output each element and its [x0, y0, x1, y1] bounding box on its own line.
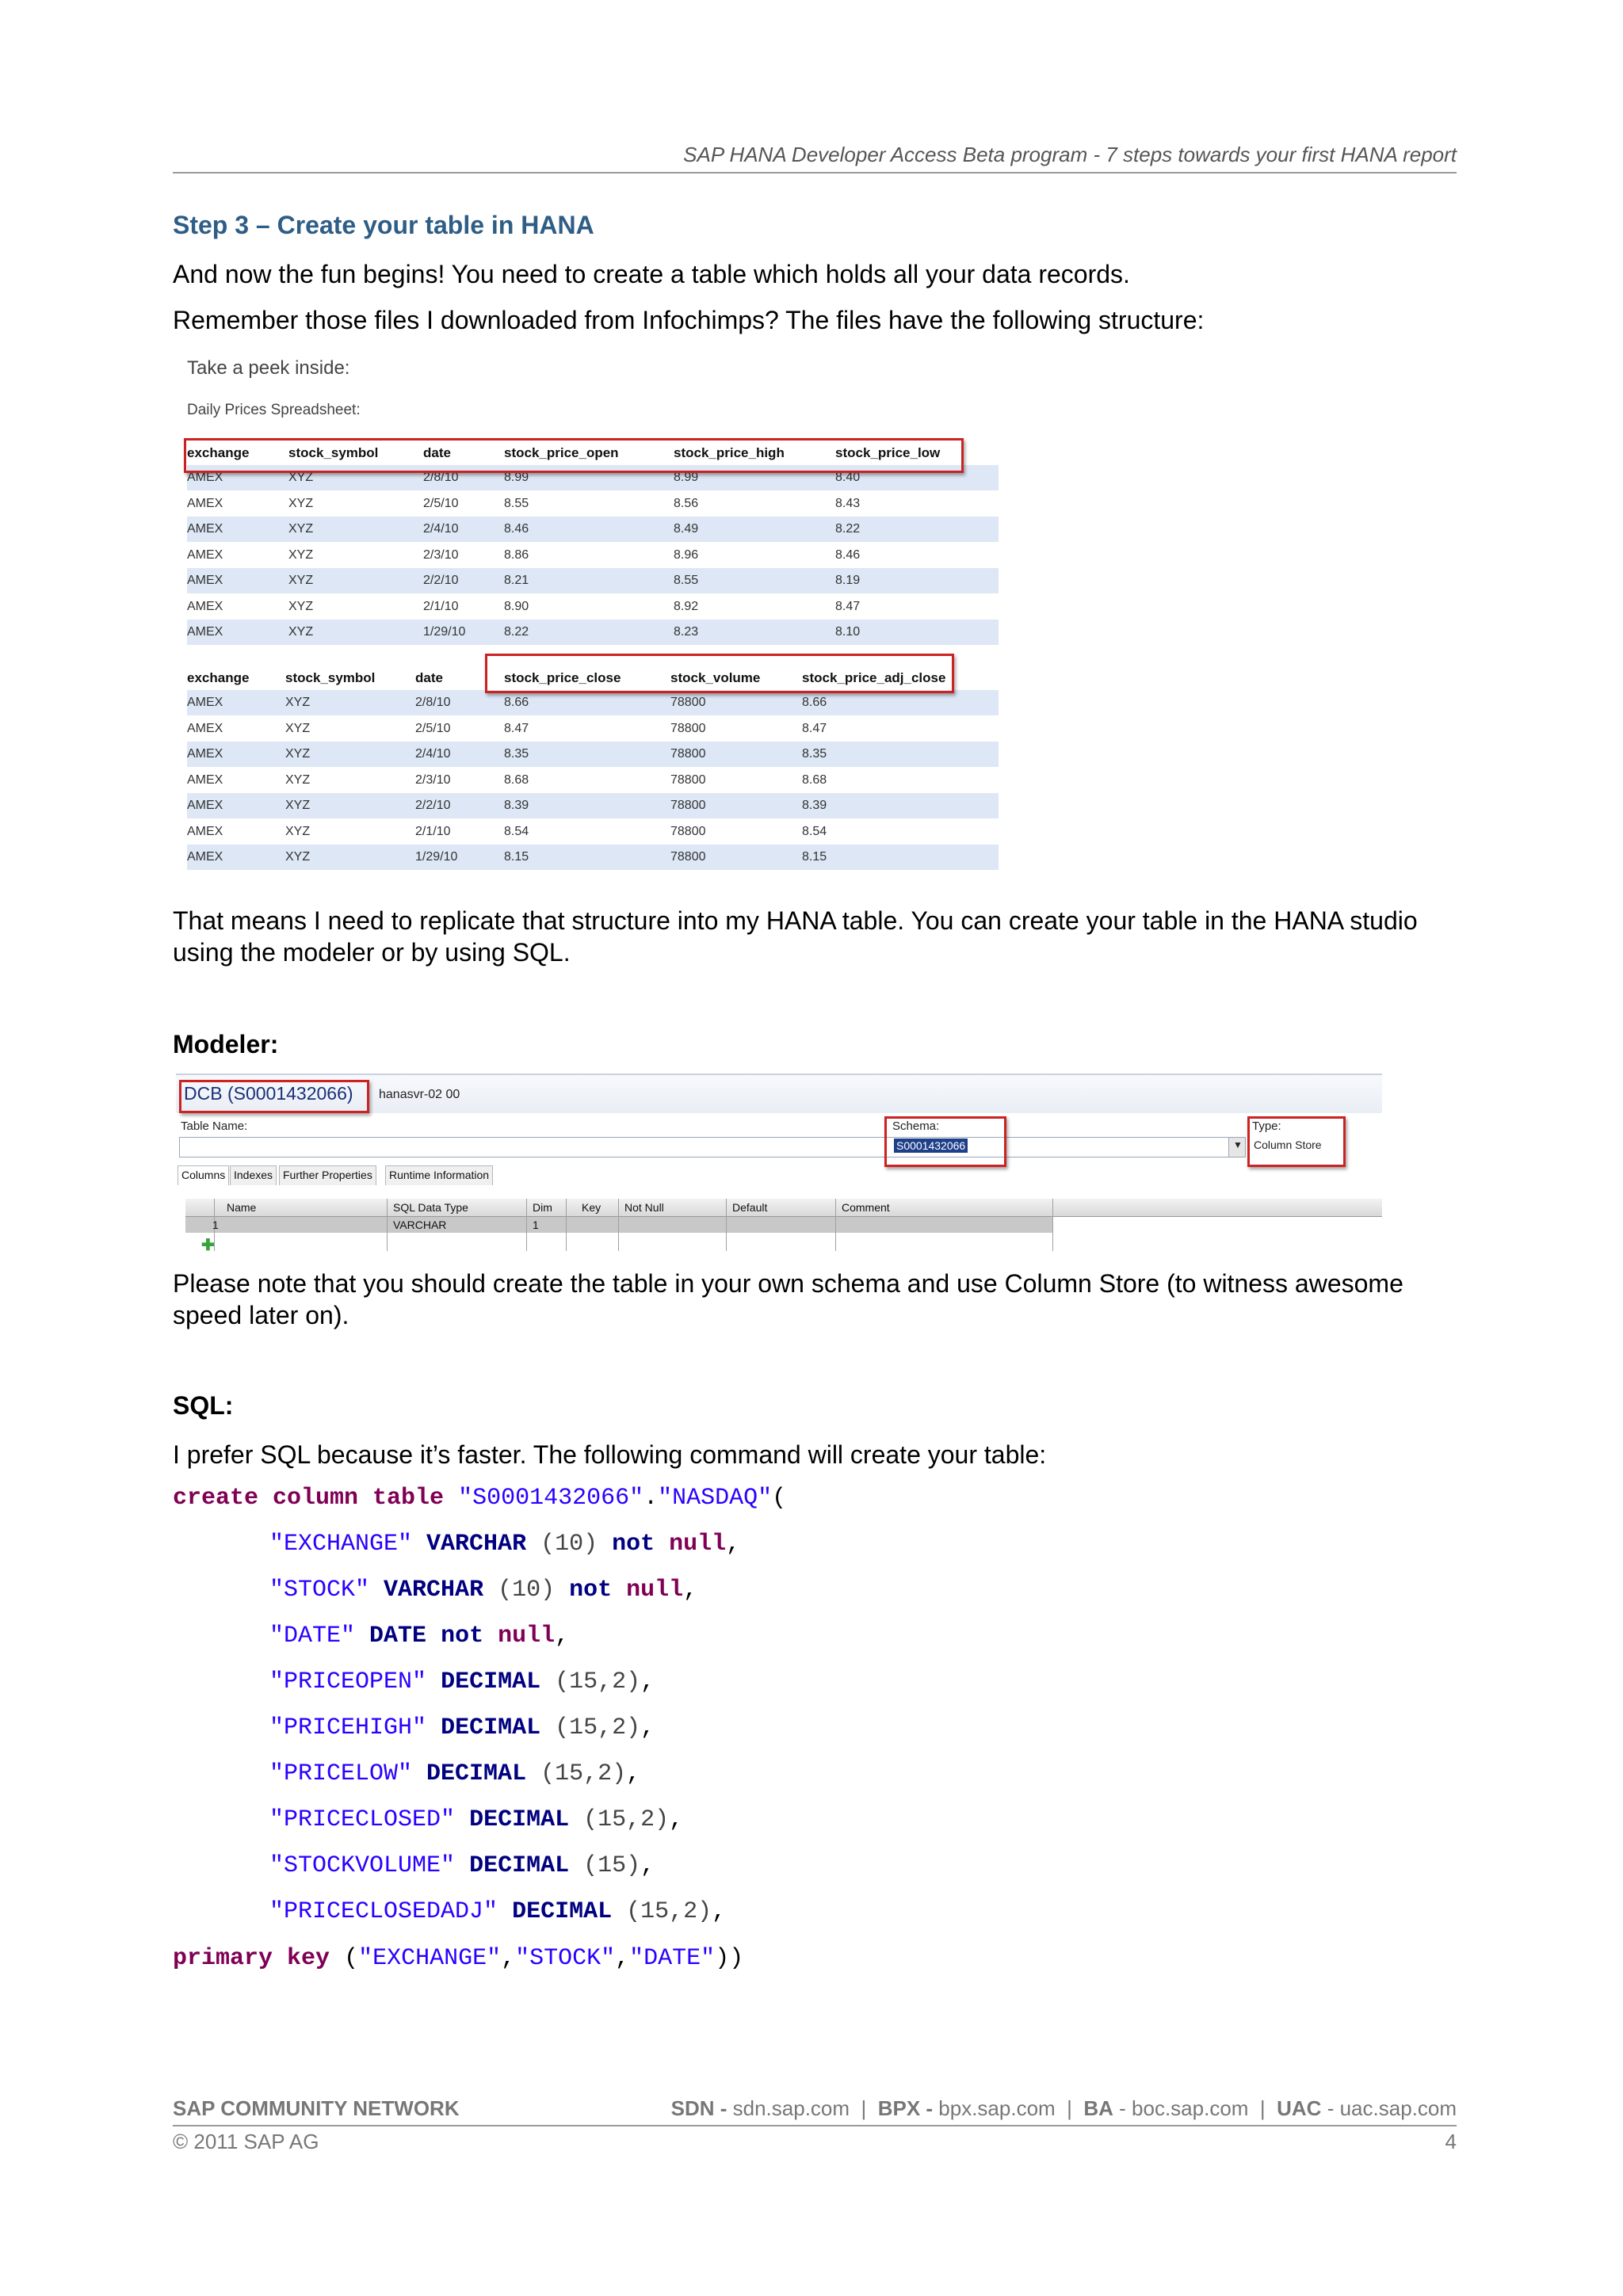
schema-label: Schema: [892, 1119, 940, 1133]
grid-header-default: Default [732, 1201, 768, 1214]
table-cell: 8.40 [835, 471, 861, 484]
table-cell: XYZ [288, 471, 314, 484]
table-cell: 2/3/10 [415, 772, 451, 787]
table-cell: 8.46 [835, 547, 861, 562]
table-row [187, 690, 999, 715]
table-cell: 78800 [670, 747, 706, 761]
table-row [187, 819, 999, 845]
tab-runtime-information[interactable]: Runtime Information [385, 1165, 493, 1185]
table-cell: 8.54 [802, 824, 827, 838]
table-cell: 78800 [670, 850, 706, 864]
sql-column-line: "PRICECLOSED" DECIMAL (15,2), [269, 1806, 684, 1833]
table-row [187, 742, 999, 767]
table-cell: AMEX [187, 599, 223, 613]
table-cell: AMEX [187, 471, 223, 484]
ba-link[interactable]: - boc.sap.com [1119, 2096, 1249, 2120]
sql-column-line: "STOCKVOLUME" DECIMAL (15), [269, 1852, 655, 1879]
grid-header-key: Key [582, 1201, 601, 1214]
table-cell: AMEX [187, 824, 223, 838]
table-cell: 2/8/10 [415, 696, 451, 709]
table-cell: XYZ [285, 799, 311, 812]
highlight-box-schema [884, 1116, 1006, 1167]
table-cell: AMEX [187, 696, 223, 709]
modeler-screenshot [176, 1074, 1382, 1254]
table-cell: 2/2/10 [423, 574, 459, 587]
grid-header-sql-data-type: SQL Data Type [393, 1201, 468, 1214]
highlight-box-header-2 [485, 654, 954, 693]
table-cell: 2/5/10 [423, 496, 459, 510]
table-cell: 8.21 [504, 574, 529, 587]
table-cell: 8.35 [504, 747, 529, 761]
column-header: stock_price_low [835, 445, 941, 460]
peek-caption: Take a peek inside: [187, 357, 350, 379]
table-row [187, 768, 999, 793]
table-row [187, 594, 999, 620]
table-cell: 78800 [670, 824, 706, 838]
table-cell: XYZ [288, 574, 314, 587]
table-cell: 8.35 [802, 747, 827, 761]
footer-bottom [173, 2130, 1457, 2154]
grid-header [185, 1199, 1382, 1217]
chevron-down-icon: ▼ [1233, 1139, 1243, 1150]
sdn-link[interactable]: sdn.sap.com [732, 2096, 850, 2120]
column-header: stock_volume [670, 670, 761, 685]
tab-indexes[interactable]: Indexes [230, 1165, 277, 1185]
table-cell: 8.47 [504, 721, 529, 735]
spreadsheet-caption: Daily Prices Spreadsheet: [187, 402, 361, 418]
infochimps-screenshot [182, 353, 999, 875]
sql-column-line: "DATE" DATE not null, [269, 1623, 570, 1650]
table-name-input[interactable] [179, 1137, 1232, 1158]
grid-header-name: Name [227, 1201, 257, 1214]
table-cell: 8.23 [674, 625, 699, 639]
grid-row[interactable] [185, 1217, 1053, 1233]
table-cell: 8.22 [835, 522, 861, 536]
table-cell: 8.55 [674, 574, 699, 587]
table-row [187, 620, 999, 645]
table-cell: XYZ [288, 522, 314, 536]
editor-title: DCB (S0001432066) [184, 1083, 353, 1104]
paragraph-sql-intro: I prefer SQL because it’s faster. The following command will create your table: [173, 1440, 1047, 1469]
table-cell: 8.86 [504, 547, 529, 562]
grid-header-comment: Comment [842, 1201, 890, 1214]
tab-columns[interactable]: Columns [178, 1165, 229, 1185]
table-cell: AMEX [187, 721, 223, 735]
table-cell: 1/29/10 [423, 625, 466, 639]
column-header: date [415, 670, 443, 685]
table-cell: XYZ [288, 547, 314, 562]
table-cell: 8.66 [504, 696, 529, 709]
tab-further-properties[interactable]: Further Properties [279, 1165, 376, 1185]
heading-modeler: Modeler: [173, 1030, 279, 1058]
footer-sites: SDN - sdn.sap.com | BPX - bpx.sap.com | BA - boc.sap.com | UAC - uac.sap.com [670, 2096, 1457, 2120]
page-number: 4 [1445, 2130, 1457, 2153]
table-cell: 78800 [670, 721, 706, 735]
table-cell: 2/5/10 [415, 721, 451, 735]
table-cell: 8.46 [504, 522, 529, 536]
table-cell: AMEX [187, 799, 223, 812]
table-cell: XYZ [285, 747, 311, 761]
table-cell: 8.92 [674, 599, 699, 613]
highlight-box-header-1 [184, 438, 964, 473]
running-header: SAP HANA Developer Access Beta program - 7 steps towards your first HANA report [173, 143, 1457, 174]
table-cell: 8.47 [802, 721, 827, 735]
table-row [187, 716, 999, 742]
schema-dropdown-button[interactable] [1228, 1137, 1246, 1158]
table-cell: AMEX [187, 747, 223, 761]
footer-network: SAP COMMUNITY NETWORK [173, 2096, 460, 2120]
table-cell: AMEX [187, 772, 223, 787]
column-header: stock_price_adj_close [802, 670, 946, 685]
table-cell: 8.39 [802, 799, 827, 812]
table-cell: XYZ [288, 496, 314, 510]
table-cell: 8.55 [504, 496, 529, 510]
sql-column-line: "PRICEOPEN" DECIMAL (15,2), [269, 1669, 655, 1695]
table-cell: 2/4/10 [415, 747, 451, 761]
table-cell: AMEX [187, 547, 223, 562]
column-header: stock_price_open [504, 445, 619, 460]
table-cell: 2/3/10 [423, 547, 459, 562]
table-cell: 2/4/10 [423, 522, 459, 536]
table-cell: 8.54 [504, 824, 529, 838]
table-cell: 2/1/10 [423, 599, 459, 613]
table-cell: 8.66 [802, 696, 827, 709]
column-header: exchange [187, 670, 250, 685]
uac-link[interactable]: - uac.sap.com [1327, 2096, 1457, 2120]
sql-line-primary-key: primary key ("EXCHANGE","STOCK","DATE")) [173, 1945, 744, 1972]
table-cell: 8.96 [674, 547, 699, 562]
step-title: Step 3 – Create your table in HANA [173, 211, 594, 239]
grid-header-not-null: Not Null [624, 1201, 664, 1214]
table-cell: 78800 [670, 772, 706, 787]
table-cell: 78800 [670, 799, 706, 812]
table-cell: 8.68 [504, 772, 529, 787]
column-header: stock_symbol [288, 445, 379, 460]
paragraph-structure: Remember those files I downloaded from Infochimps? The files have the following structure: [173, 306, 1205, 334]
table-cell: 2/1/10 [415, 824, 451, 838]
table-cell: 8.90 [504, 599, 529, 613]
table-cell: 8.49 [674, 522, 699, 536]
server-label: hanasvr-02 00 [379, 1088, 460, 1101]
table-cell: 78800 [670, 696, 706, 709]
table-cell: 8.99 [674, 471, 699, 484]
type-label: Type: [1252, 1119, 1281, 1133]
column-header: stock_symbol [285, 670, 376, 685]
columns-grid [185, 1199, 1382, 1254]
type-value[interactable]: Column Store [1254, 1138, 1322, 1151]
paragraph-schema-note: Please note that you should create the table in your own schema and use Column Store (to witness awesome speed later on). [173, 1269, 1403, 1329]
table-cell: 1/29/10 [415, 850, 458, 864]
table-cell: AMEX [187, 850, 223, 864]
column-header: stock_price_close [504, 670, 621, 685]
copyright: © 2011 SAP AG [173, 2130, 319, 2153]
grid-header-dim: Dim [533, 1201, 552, 1214]
table-cell: 8.43 [835, 496, 861, 510]
schema-value[interactable]: S0001432066 [894, 1138, 968, 1153]
sql-column-line: "PRICELOW" DECIMAL (15,2), [269, 1760, 641, 1787]
table-row [187, 543, 999, 568]
table-cell: AMEX [187, 496, 223, 510]
table-cell: 2/2/10 [415, 799, 451, 812]
table-cell: 8.99 [504, 471, 529, 484]
table-cell: 8.56 [674, 496, 699, 510]
table-cell: 8.15 [802, 850, 827, 864]
table-row [187, 793, 999, 818]
table-cell: 2/8/10 [423, 471, 459, 484]
sql-column-line: "PRICECLOSEDADJ" DECIMAL (15,2), [269, 1898, 727, 1925]
table-cell: XYZ [288, 625, 314, 639]
table-cell: XYZ [288, 599, 314, 613]
table-cell: AMEX [187, 522, 223, 536]
table-cell: 8.19 [835, 574, 861, 587]
sql-column-line: "STOCK" VARCHAR (10) not null, [269, 1577, 698, 1604]
paragraph-intro: And now the fun begins! You need to create a table which holds all your data records. [173, 260, 1130, 288]
daily-prices-table-2 [187, 665, 999, 871]
table-cell: 8.47 [835, 599, 861, 613]
table-cell: 8.10 [835, 625, 861, 639]
table-row [187, 568, 999, 593]
table-cell: AMEX [187, 574, 223, 587]
paragraph-replicate: That means I need to replicate that structure into my HANA table. You can create your table in the HANA studio using the modeler or by using SQL. [173, 906, 1418, 967]
table-cell: XYZ [285, 850, 311, 864]
heading-sql: SQL: [173, 1391, 234, 1420]
table-cell: XYZ [285, 824, 311, 838]
highlight-box-title [179, 1080, 369, 1113]
table-cell: 8.22 [504, 625, 529, 639]
table-cell: XYZ [285, 696, 311, 709]
table-cell: 8.39 [504, 799, 529, 812]
sql-column-line: "EXCHANGE" VARCHAR (10) not null, [269, 1531, 741, 1558]
footer-links [173, 2096, 1457, 2126]
column-header: exchange [187, 445, 250, 460]
table-row [187, 491, 999, 517]
column-header: date [423, 445, 451, 460]
sql-column-line: "PRICEHIGH" DECIMAL (15,2), [269, 1714, 655, 1741]
grid-row-number: 1 [212, 1219, 219, 1231]
table-cell: AMEX [187, 625, 223, 639]
table-cell: 8.68 [802, 772, 827, 787]
column-header: stock_price_high [674, 445, 785, 460]
table-cell: 8.15 [504, 850, 529, 864]
table-cell: XYZ [285, 772, 311, 787]
grid-row-type: VARCHAR [393, 1219, 447, 1231]
table-name-label: Table Name: [181, 1119, 248, 1133]
table-row [187, 517, 999, 542]
table-row [187, 845, 999, 870]
sql-line-create: create column table "S0001432066"."NASDAQ"( [173, 1485, 787, 1512]
grid-row-dim: 1 [533, 1219, 539, 1231]
highlight-box-type [1247, 1116, 1346, 1167]
plus-icon[interactable]: ✚ [201, 1237, 215, 1254]
bpx-link[interactable]: bpx.sap.com [938, 2096, 1056, 2120]
table-cell: XYZ [285, 721, 311, 735]
